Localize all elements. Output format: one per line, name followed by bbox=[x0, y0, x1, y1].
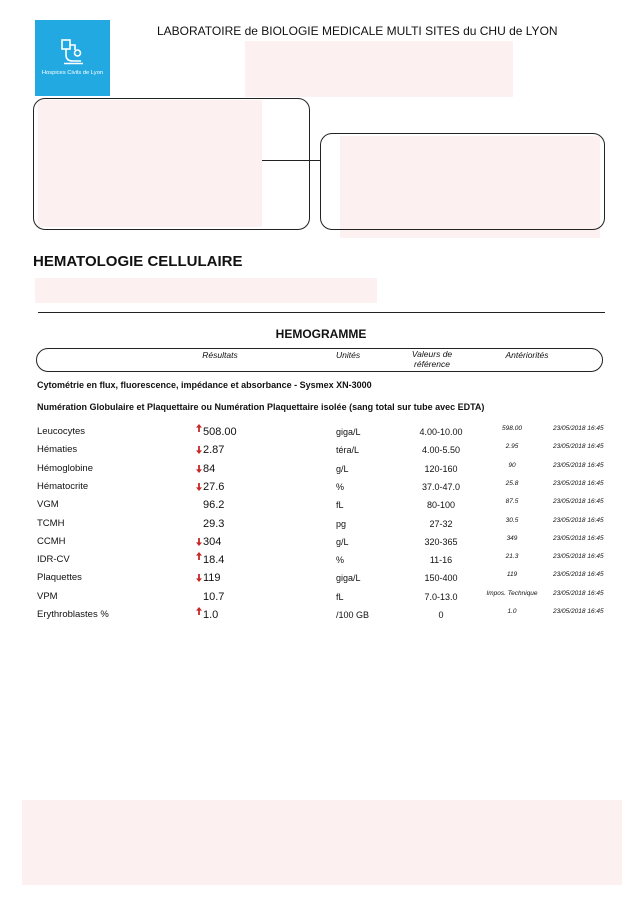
section-divider bbox=[38, 312, 605, 313]
result-label: Leucocytes bbox=[37, 426, 86, 437]
analysis-description: Numération Globulaire et Plaquettaire ou Numération Plaquettaire isolée (sang total sur tube avec EDTA) bbox=[37, 402, 485, 412]
previous-result: Impos. Technique bbox=[486, 589, 538, 597]
result-row bbox=[0, 441, 640, 459]
result-row bbox=[0, 569, 640, 587]
reference-range: 27-32 bbox=[429, 518, 453, 529]
method-description: Cytométrie en flux, fluorescence, impédance et absorbance - Sysmex XN-3000 bbox=[37, 380, 372, 390]
arrow-up-icon bbox=[196, 607, 202, 615]
result-row bbox=[0, 588, 640, 606]
previous-result-date: 23/05/2018 16:45 bbox=[553, 443, 604, 451]
result-label: CCMH bbox=[37, 535, 66, 547]
result-unit: % bbox=[336, 481, 345, 492]
arrow-up-icon bbox=[196, 424, 202, 432]
result-row bbox=[0, 515, 640, 533]
result-unit: pg bbox=[336, 518, 347, 529]
result-label: Hématies bbox=[37, 444, 78, 456]
section-title: HEMATOLOGIE CELLULAIRE bbox=[33, 253, 243, 270]
microscope-icon bbox=[61, 39, 85, 65]
column-header-units: Unités bbox=[336, 350, 361, 360]
result-value: 29.3 bbox=[203, 517, 225, 530]
previous-result: 1.0 bbox=[507, 608, 517, 615]
previous-result-date: 23/05/2018 16:45 bbox=[553, 534, 604, 542]
reference-range: 120-160 bbox=[424, 463, 458, 474]
redacted-block bbox=[35, 278, 377, 303]
patient-info-box bbox=[33, 98, 310, 230]
result-label: VPM bbox=[37, 590, 58, 602]
column-header-results: Résultats bbox=[202, 350, 238, 360]
lab-title: LABORATOIRE de BIOLOGIE MEDICALE MULTI SITES du CHU de LYON bbox=[157, 24, 558, 38]
reference-range: 320-365 bbox=[424, 536, 458, 547]
column-header-history: Antériorités bbox=[505, 350, 549, 360]
column-header-reference-line1: Valeurs de bbox=[411, 349, 453, 359]
result-label: Plaquettes bbox=[37, 572, 82, 584]
reference-range: 4.00-10.00 bbox=[419, 427, 463, 437]
result-row bbox=[0, 606, 640, 624]
result-value: 84 bbox=[203, 462, 216, 475]
result-unit: /100 GB bbox=[336, 610, 370, 620]
arrow-down-icon bbox=[196, 465, 202, 473]
logo-text: Hospices Civils de Lyon bbox=[41, 70, 104, 76]
previous-result: 30.5 bbox=[505, 516, 519, 524]
box-connector-line bbox=[262, 160, 320, 161]
results-table bbox=[0, 423, 640, 628]
result-row bbox=[0, 533, 640, 551]
redacted-block bbox=[22, 800, 622, 885]
result-label: Hémoglobine bbox=[37, 462, 93, 474]
previous-result-date: 23/05/2018 16:45 bbox=[553, 461, 604, 469]
reference-range: 0 bbox=[438, 610, 444, 620]
arrow-up-icon bbox=[196, 552, 202, 560]
exam-title: HEMOGRAMME bbox=[275, 327, 367, 341]
previous-result: 598.00 bbox=[502, 425, 522, 432]
arrow-down-icon bbox=[196, 574, 202, 582]
result-value: 96.2 bbox=[203, 499, 225, 512]
result-row bbox=[0, 551, 640, 569]
result-value: 10.7 bbox=[203, 590, 225, 603]
reference-range: 11-16 bbox=[429, 555, 453, 566]
result-unit: fL bbox=[336, 591, 344, 602]
reference-range: 4.00-5.50 bbox=[421, 445, 461, 456]
previous-result: 2.95 bbox=[505, 443, 519, 451]
previous-result: 90 bbox=[508, 461, 516, 469]
result-unit: giga/L bbox=[336, 573, 361, 584]
arrow-down-icon bbox=[196, 446, 202, 454]
previous-result-date: 23/05/2018 16:45 bbox=[553, 589, 604, 597]
result-row bbox=[0, 496, 640, 514]
previous-result: 349 bbox=[506, 534, 518, 542]
result-label: TCMH bbox=[37, 517, 65, 529]
previous-result: 87.5 bbox=[505, 498, 519, 506]
previous-result-date: 23/05/2018 16:45 bbox=[553, 479, 604, 487]
column-header-reference-line2: référence bbox=[414, 359, 450, 369]
result-unit: fL bbox=[336, 500, 344, 511]
previous-result-date: 23/05/2018 16:45 bbox=[553, 553, 604, 561]
result-value: 304 bbox=[203, 535, 222, 548]
result-value: 27.6 bbox=[203, 480, 225, 493]
result-row bbox=[0, 478, 640, 496]
reference-range: 7.0-13.0 bbox=[424, 591, 458, 602]
reference-range: 150-400 bbox=[424, 573, 458, 584]
result-row bbox=[0, 460, 640, 478]
result-label: IDR-CV bbox=[37, 554, 70, 566]
result-value: 119 bbox=[203, 572, 221, 585]
result-value: 18.4 bbox=[203, 554, 225, 567]
hospital-logo bbox=[35, 20, 110, 96]
result-unit: % bbox=[336, 555, 345, 566]
result-label: Hématocrite bbox=[37, 480, 89, 492]
result-value: 508.00 bbox=[203, 426, 237, 438]
redacted-block bbox=[245, 41, 513, 97]
result-unit: téra/L bbox=[336, 445, 360, 456]
arrow-down-icon bbox=[196, 483, 202, 491]
result-label: VGM bbox=[37, 499, 59, 511]
result-row bbox=[0, 423, 640, 441]
result-value: 1.0 bbox=[203, 609, 219, 621]
result-label: Erythroblastes % bbox=[37, 609, 109, 620]
previous-result: 25.8 bbox=[505, 479, 519, 487]
previous-result-date: 23/05/2018 16:45 bbox=[553, 516, 604, 524]
previous-result-date: 23/05/2018 16:45 bbox=[553, 571, 604, 579]
previous-result-date: 23/05/2018 16:45 bbox=[553, 425, 604, 432]
previous-result-date: 23/05/2018 16:45 bbox=[553, 608, 604, 615]
previous-result: 119 bbox=[506, 571, 518, 579]
previous-result: 21.3 bbox=[505, 553, 519, 561]
result-unit: giga/L bbox=[336, 427, 361, 437]
result-unit: g/L bbox=[336, 463, 349, 474]
reference-range: 37.0-47.0 bbox=[421, 481, 461, 492]
result-unit: g/L bbox=[336, 536, 349, 547]
recipient-info-box bbox=[320, 133, 605, 230]
arrow-down-icon bbox=[196, 538, 202, 546]
result-value: 2.87 bbox=[203, 444, 225, 457]
reference-range: 80-100 bbox=[426, 500, 456, 511]
previous-result-date: 23/05/2018 16:45 bbox=[553, 498, 604, 506]
